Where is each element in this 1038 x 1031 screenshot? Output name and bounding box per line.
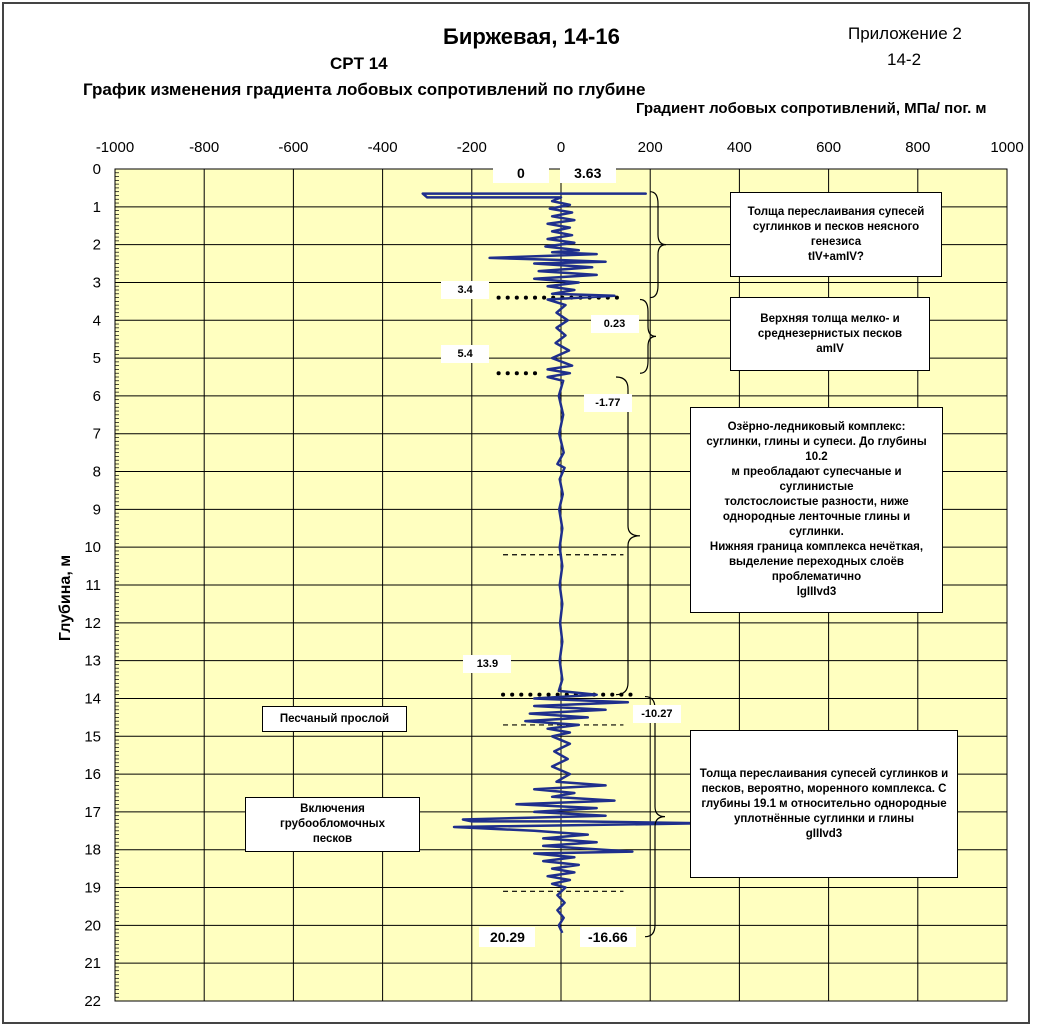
y-tick-label: 14 — [84, 690, 101, 708]
appendix-number: 14-2 — [887, 50, 922, 69]
x-tick-label: 1000 — [990, 139, 1024, 156]
note-unit-3-line: выделение переходных слоёв — [728, 556, 905, 568]
y-tick-label: 18 — [84, 841, 101, 859]
x-tick-label: 400 — [726, 139, 752, 156]
note-unit-4-line: gIIIvd3 — [805, 827, 843, 840]
note-unit-2 — [730, 297, 930, 371]
note-unit-2-line: среднезернистых песков — [757, 327, 903, 340]
y-tick-label: 9 — [92, 501, 101, 519]
note-unit-1 — [730, 192, 942, 277]
y-tick-label: 3 — [92, 274, 101, 292]
minor-ticks — [115, 169, 119, 1001]
x-tick-label: 800 — [905, 139, 931, 156]
y-tick-label: 12 — [84, 614, 101, 632]
chart-subtitle: График изменения градиента лобовых сопротивлений по глубине — [83, 80, 646, 99]
note-unit-4-line: глубины 19.1 м относительно однородные — [701, 797, 947, 810]
x-tick-label: 600 — [816, 139, 842, 156]
x-tick-label: -400 — [367, 139, 398, 156]
y-tick-label: 10 — [84, 539, 101, 557]
appendix-label: Приложение 2 — [848, 24, 962, 43]
value-label: 13.9 — [463, 655, 511, 673]
note-unit-1-line: Толща переслаивания супесей — [747, 205, 925, 218]
x-tick-label: -600 — [278, 139, 309, 156]
note-unit-1-line: генезиса — [810, 235, 862, 248]
y-tick-label: 13 — [84, 652, 101, 670]
x-tick-label: 200 — [637, 139, 663, 156]
note-sand-layer — [262, 706, 407, 732]
y-tick-label: 19 — [84, 879, 101, 897]
y-tick-label: 6 — [92, 387, 101, 405]
y-tick-label: 4 — [92, 312, 101, 330]
note-unit-1-line: суглинков и песков неясного — [752, 220, 920, 233]
note-unit-3-line: проблематично — [771, 571, 862, 583]
cpt-title: CPT 14 — [330, 54, 388, 73]
y-axis-label: Глубина, м — [57, 554, 74, 642]
value-label: 0 — [493, 163, 549, 183]
y-tick-label: 1 — [92, 198, 101, 216]
note-coarse-sand-line: песков — [312, 833, 353, 845]
value-label: -10.27 — [633, 705, 681, 723]
value-label: -1.77 — [584, 394, 632, 412]
y-tick-label: 0 — [92, 161, 101, 178]
note-unit-3-line: м преобладают супесчаные и суглинистые — [731, 466, 902, 493]
note-unit-3-line: Озёрно-ледниковый комплекс: — [727, 421, 906, 433]
note-unit-4-line: Толща переслаивания супесей суглинков и — [699, 767, 949, 780]
y-tick-labels — [84, 161, 101, 1010]
x-tick-label: 0 — [556, 139, 566, 156]
main-title: Биржевая, 14-16 — [443, 24, 620, 49]
value-label: 3.4 — [441, 281, 489, 299]
x-axis-label: Градиент лобовых сопротивлений, МПа/ пог. м — [636, 100, 987, 117]
note-unit-4-line: уплотнённые суглинки и глины — [733, 812, 915, 825]
note-unit-4 — [690, 730, 958, 878]
note-unit-1-line: tIV+amIV? — [808, 250, 864, 263]
note-unit-3 — [690, 407, 943, 613]
x-tick-labels — [96, 139, 1024, 156]
y-tick-label: 17 — [84, 803, 101, 821]
note-unit-3-line: однородные ленточные глины и суглинки. — [722, 511, 911, 538]
y-tick-label: 16 — [84, 766, 101, 784]
y-tick-label: 21 — [84, 955, 101, 973]
note-unit-3-line: lgIIIvd3 — [796, 586, 837, 598]
note-unit-3-line: суглинки, глины и супеси. До глубины 10.2 — [706, 436, 927, 463]
y-tick-label: 20 — [84, 917, 101, 935]
y-tick-label: 7 — [92, 425, 101, 443]
value-label: 3.63 — [560, 163, 616, 183]
note-unit-2-line: Верхняя толща мелко- и — [760, 312, 900, 325]
x-tick-label: -800 — [189, 139, 220, 156]
value-label: -16.66 — [580, 927, 636, 947]
y-tick-label: 22 — [84, 993, 101, 1010]
note-unit-4-line: песков, вероятно, моренного комплекса. С — [701, 782, 947, 795]
y-tick-label: 2 — [92, 236, 101, 254]
value-label: 20.29 — [479, 927, 535, 947]
y-tick-label: 5 — [92, 350, 101, 368]
note-unit-2-line: amIV — [816, 342, 844, 355]
x-tick-label: -200 — [456, 139, 487, 156]
x-tick-label: -1000 — [95, 139, 135, 156]
note-sand-layer-text: Песчаный прослой — [279, 712, 390, 725]
note-unit-3-line: толстослоистые разности, ниже — [724, 496, 909, 508]
value-label: 5.4 — [441, 345, 489, 363]
y-tick-label: 8 — [92, 463, 101, 481]
y-tick-label: 15 — [84, 728, 101, 746]
note-unit-3-line: Нижняя граница комплекса нечёткая, — [709, 541, 924, 553]
y-tick-label: 11 — [85, 577, 101, 594]
note-coarse-sand — [245, 797, 420, 852]
value-label: 0.23 — [591, 315, 639, 333]
note-coarse-sand-line: Включения грубообломочных — [280, 803, 385, 830]
